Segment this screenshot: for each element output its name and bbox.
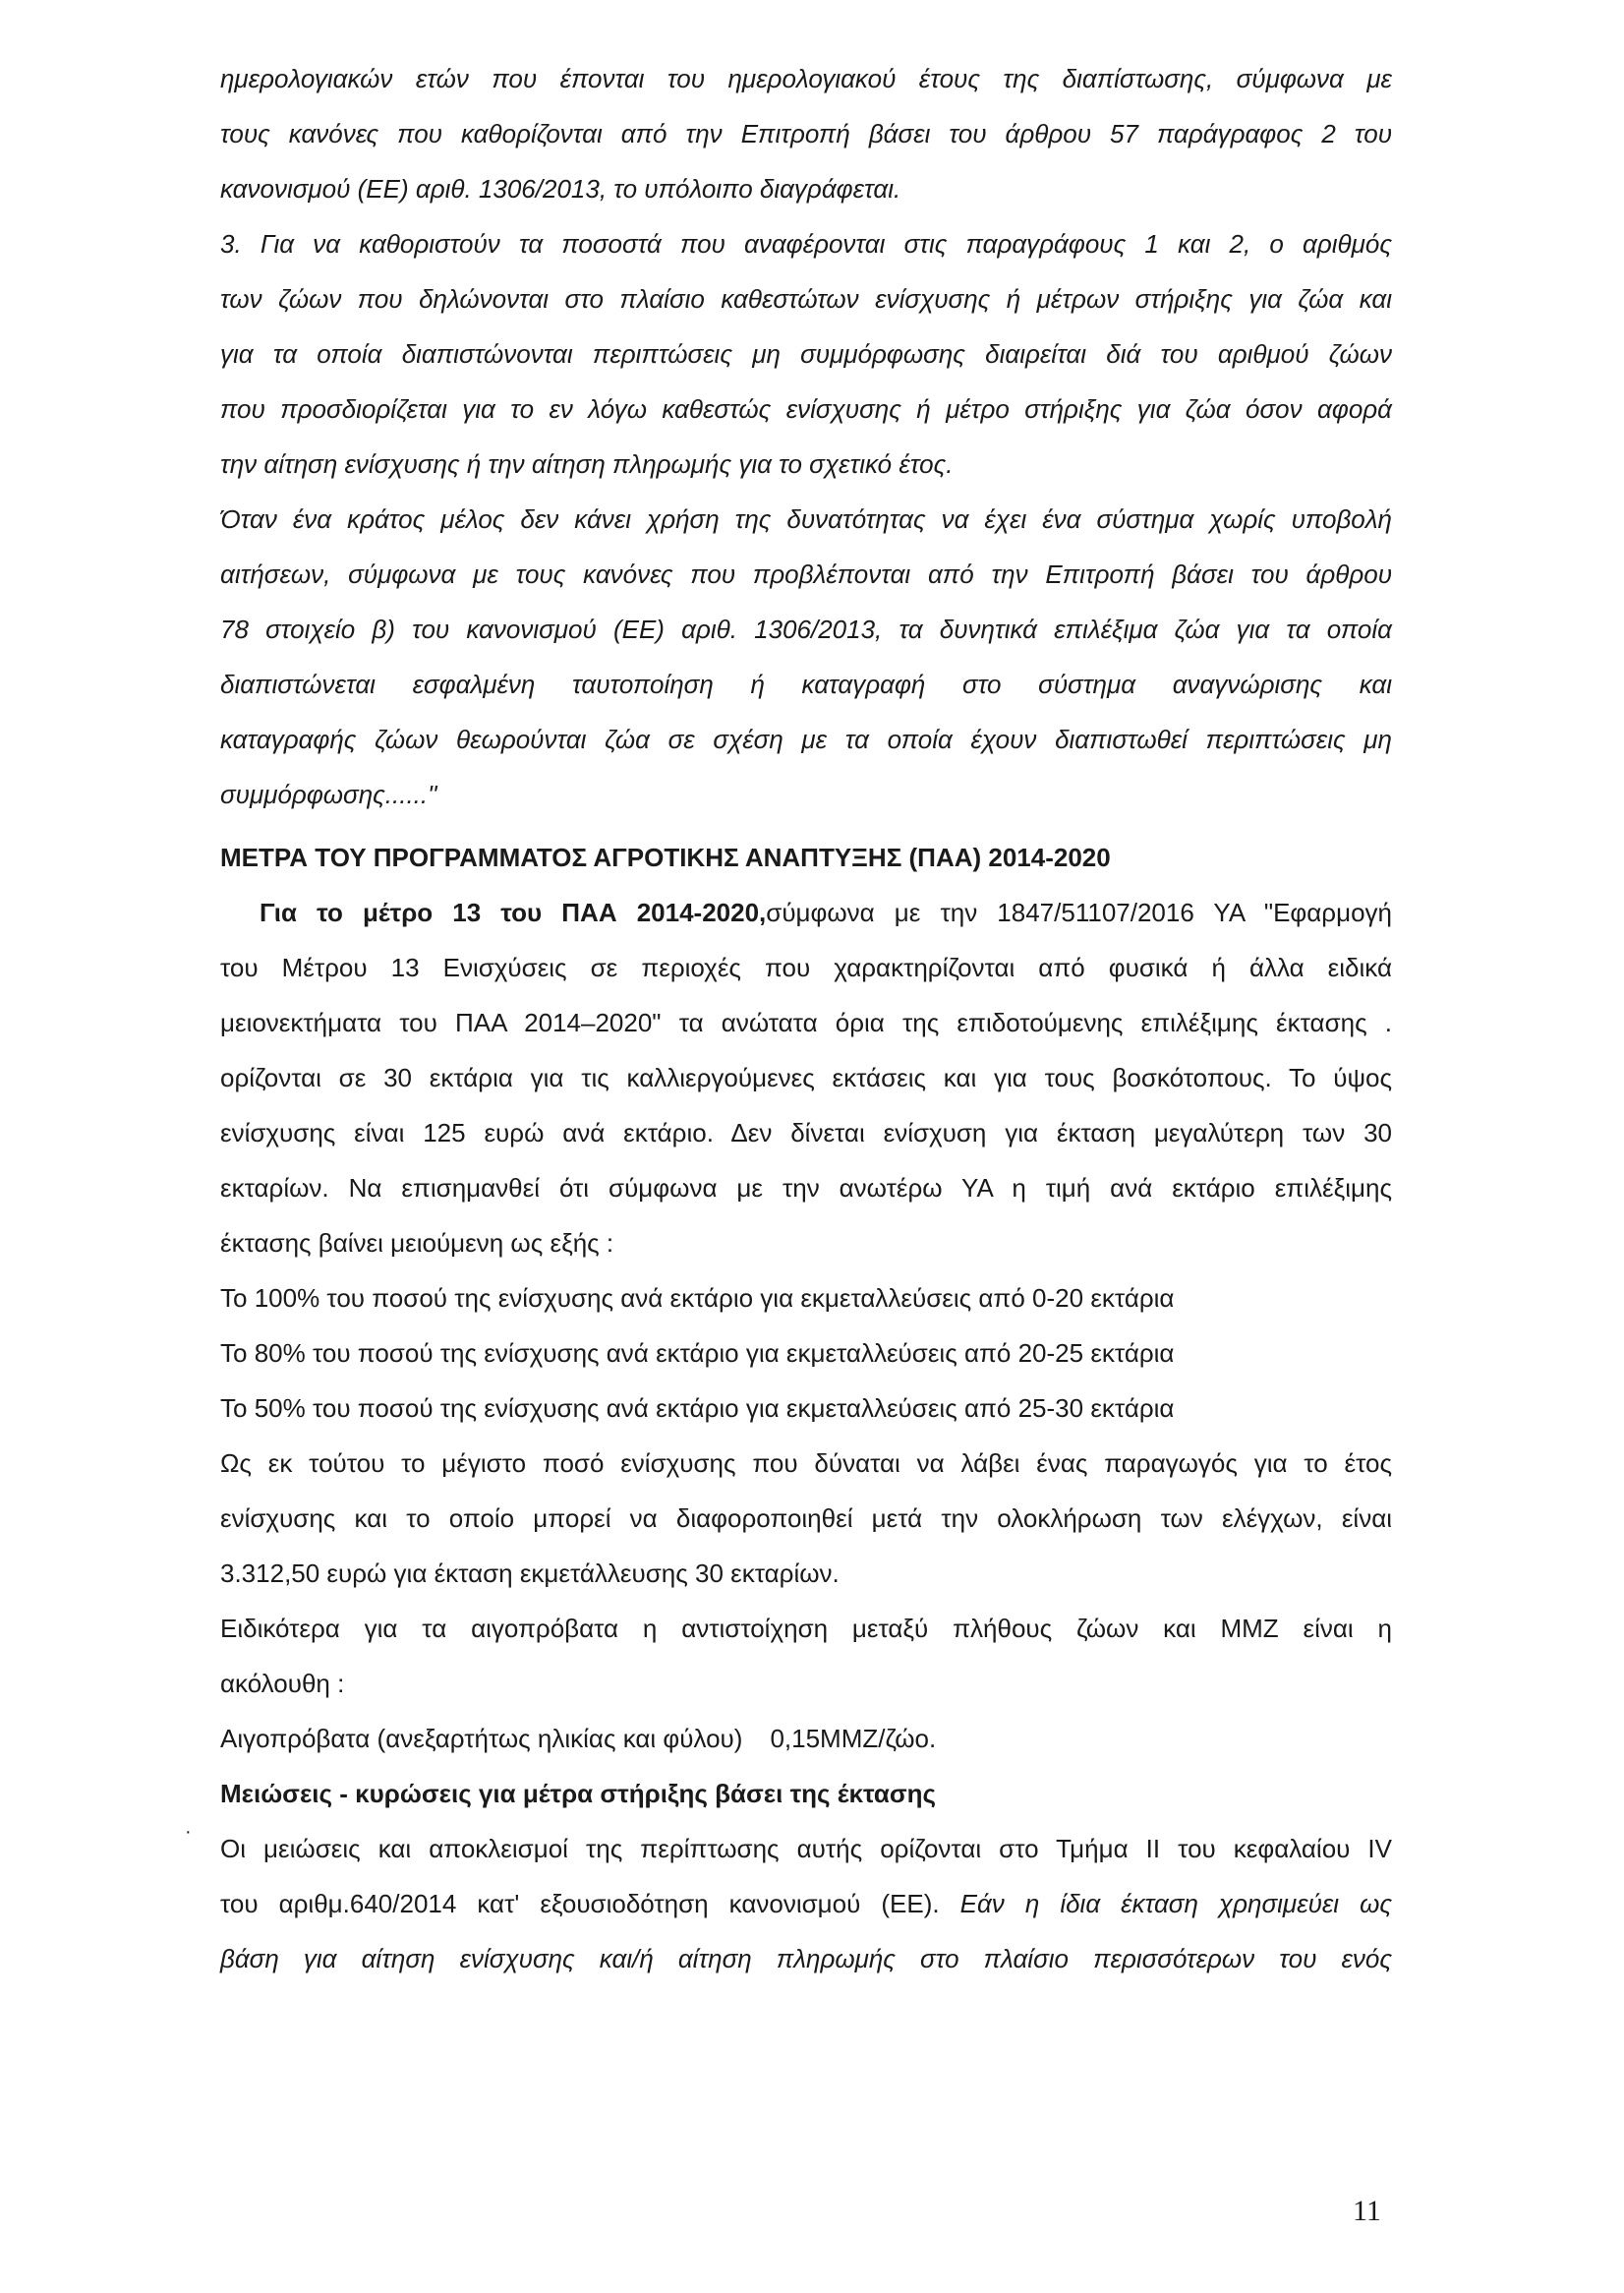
livestock-label: Αιγοπρόβατα (ανεξαρτήτως ηλικίας και φύλου): [220, 1724, 743, 1753]
text-line: Ειδικότερα για τα αιγοπρόβατα η αντιστοίχηση μεταξύ πλήθους ζώων και ΜΜΖ είναι η: [220, 1614, 1392, 1643]
paragraph-sheep-goats: [220, 1601, 1392, 1711]
livestock-value: 0,15ΜΜΖ/ζώο.: [770, 1724, 937, 1753]
livestock-unit-row: [220, 1711, 1392, 1766]
paragraph-reductions: [220, 1821, 1392, 1986]
page-number: 11: [1353, 2195, 1381, 2227]
list-item: Το 50% του ποσού της ενίσχυσης ανά εκτάριο για εκμεταλλεύσεις από 25-30 εκτάρια: [220, 1393, 1175, 1423]
text-line: που προσδιορίζεται για το εν λόγω καθεστώς ενίσχυσης ή μέτρο στήριξης για ζώα όσον αφορά: [220, 394, 1392, 424]
text-line: ορίζονται σε 30 εκτάρια για τις καλλιεργούμενες εκτάσεις και για τους βοσκότοπους. Το ύψος: [220, 1063, 1392, 1092]
margin-dot: ·: [185, 1821, 192, 1843]
regulation-text: του αριθμ.640/2014 κατ' εξουσιοδότηση κανονισμού (ΕΕ).: [220, 1889, 940, 1918]
measure-text: σύμφωνα με την 1847/51107/2016 ΥΑ "Εφαρμογή: [766, 898, 1392, 927]
text-line: εκταρίων. Να επισημανθεί ότι σύμφωνα με την ανωτέρω ΥΑ η τιμή ανά εκτάριο επιλέξιμης: [220, 1173, 1392, 1203]
text-line: του Μέτρου 13 Ενισχύσεις σε περιοχές που χαρακτηρίζονται από φυσικά ή άλλα ειδικά: [220, 953, 1392, 982]
paragraph-3: [220, 216, 1392, 492]
measure-bold-text: Για το μέτρο 13 του ΠΑΑ 2014-2020,: [260, 898, 767, 927]
text-line: Όταν ένα κράτος μέλος δεν κάνει χρήση της δυνατότητας να έχει ένα σύστημα χωρίς υποβολή: [220, 504, 1392, 534]
regulation-italic-text: Εάν η ίδια έκταση χρησιμεύει ως: [959, 1889, 1393, 1918]
text-line: ενίσχυσης είναι 125 ευρώ ανά εκτάριο. Δεν δίνεται ενίσχυση για έκταση μεγαλύτερη των 30: [220, 1118, 1392, 1147]
text-line: [220, 1876, 1392, 1931]
text-line: 78 στοιχείο β) του κανονισμού (ΕΕ) αριθ. 1306/2013, τα δυνητικά επιλέξιμα ζώα για τα οποία: [220, 615, 1392, 644]
text-line: κανονισμού (ΕΕ) αριθ. 1306/2013, το υπόλοιπο διαγράφεται.: [220, 174, 901, 204]
paragraph-max-amount: [220, 1436, 1392, 1601]
text-line: συμμόρφωσης......": [220, 780, 437, 809]
text-line: για τα οποία διαπιστώνονται περιπτώσεις μη συμμόρφωσης διαιρείται διά του αριθμού ζώων: [220, 339, 1392, 369]
page-content: [220, 51, 1392, 1986]
text-line: διαπιστώνεται εσφαλμένη ταυτοποίηση ή καταγραφή στο σύστημα αναγνώρισης και: [220, 670, 1392, 699]
scale-list: [220, 1270, 1392, 1436]
section-heading-paa: ΜΕΤΡΑ ΤΟΥ ΠΡΟΓΡΑΜΜΑΤΟΣ ΑΓΡΟΤΙΚΗΣ ΑΝΑΠΤΥΞΗΣ (ΠΑΑ) 2014-2020: [220, 843, 1111, 872]
list-item: Το 100% του ποσού της ενίσχυσης ανά εκτάριο για εκμεταλλεύσεις από 0-20 εκτάρια: [220, 1283, 1175, 1313]
paragraph-measure-13: [220, 885, 1392, 1270]
text-line: των ζώων που δηλώνονται στο πλαίσιο καθεστώτων ενίσχυσης ή μέτρων στήριξης για ζώα και: [220, 284, 1392, 314]
text-line: τους κανόνες που καθορίζονται από την Επιτροπή βάσει του άρθρου 57 παράγραφος 2 του: [220, 119, 1392, 148]
text-line: Οι μειώσεις και αποκλεισμοί της περίπτωσης αυτής ορίζονται στο Τμήμα ΙΙ του κεφαλαίου IV: [220, 1834, 1392, 1863]
text-line: μειονεκτήματα του ΠΑΑ 2014–2020" τα ανώτατα όρια της επιδοτούμενης επιλέξιμης έκτασης .: [220, 1008, 1392, 1037]
list-item: Το 80% του ποσού της ενίσχυσης ανά εκτάριο για εκμεταλλεύσεις από 20-25 εκτάρια: [220, 1338, 1175, 1368]
section-heading-reductions: Μειώσεις - κυρώσεις για μέτρα στήριξης βάσει της έκτασης: [220, 1779, 937, 1808]
text-line: έκτασης βαίνει μειούμενη ως εξής :: [220, 1228, 614, 1258]
text-line: την αίτηση ενίσχυσης ή την αίτηση πληρωμής για το σχετικό έτος.: [220, 449, 954, 479]
paragraph-member-state: [220, 492, 1392, 822]
text-line: καταγραφής ζώων θεωρούνται ζώα σε σχέση με τα οποία έχουν διαπιστωθεί περιπτώσεις μη: [220, 725, 1392, 754]
text-line: αιτήσεων, σύμφωνα με τους κανόνες που προβλέπονται από την Επιτροπή βάσει του άρθρου: [220, 559, 1392, 589]
text-line: Ως εκ τούτου το μέγιστο ποσό ενίσχυσης που δύναται να λάβει ένας παραγωγός για το έτος: [220, 1448, 1392, 1478]
text-line: ημερολογιακών ετών που έπονται του ημερολογιακού έτους της διαπίστωσης, σύμφωνα με: [220, 64, 1392, 93]
paragraph-continuation: [220, 51, 1392, 216]
text-line: 3.312,50 ευρώ για έκταση εκμετάλλευσης 30 εκταρίων.: [220, 1558, 840, 1588]
text-line: βάση για αίτηση ενίσχυσης και/ή αίτηση πληρωμής στο πλαίσιο περισσότερων του ενός: [220, 1944, 1392, 1973]
text-line: ακόλουθη :: [220, 1669, 345, 1698]
text-line: ενίσχυσης και το οποίο μπορεί να διαφοροποιηθεί μετά την ολοκλήρωση των ελέγχων, είναι: [220, 1503, 1392, 1533]
text-line: [220, 885, 1392, 940]
text-line: 3. Για να καθοριστούν τα ποσοστά που αναφέρονται στις παραγράφους 1 και 2, ο αριθμός: [220, 229, 1392, 259]
